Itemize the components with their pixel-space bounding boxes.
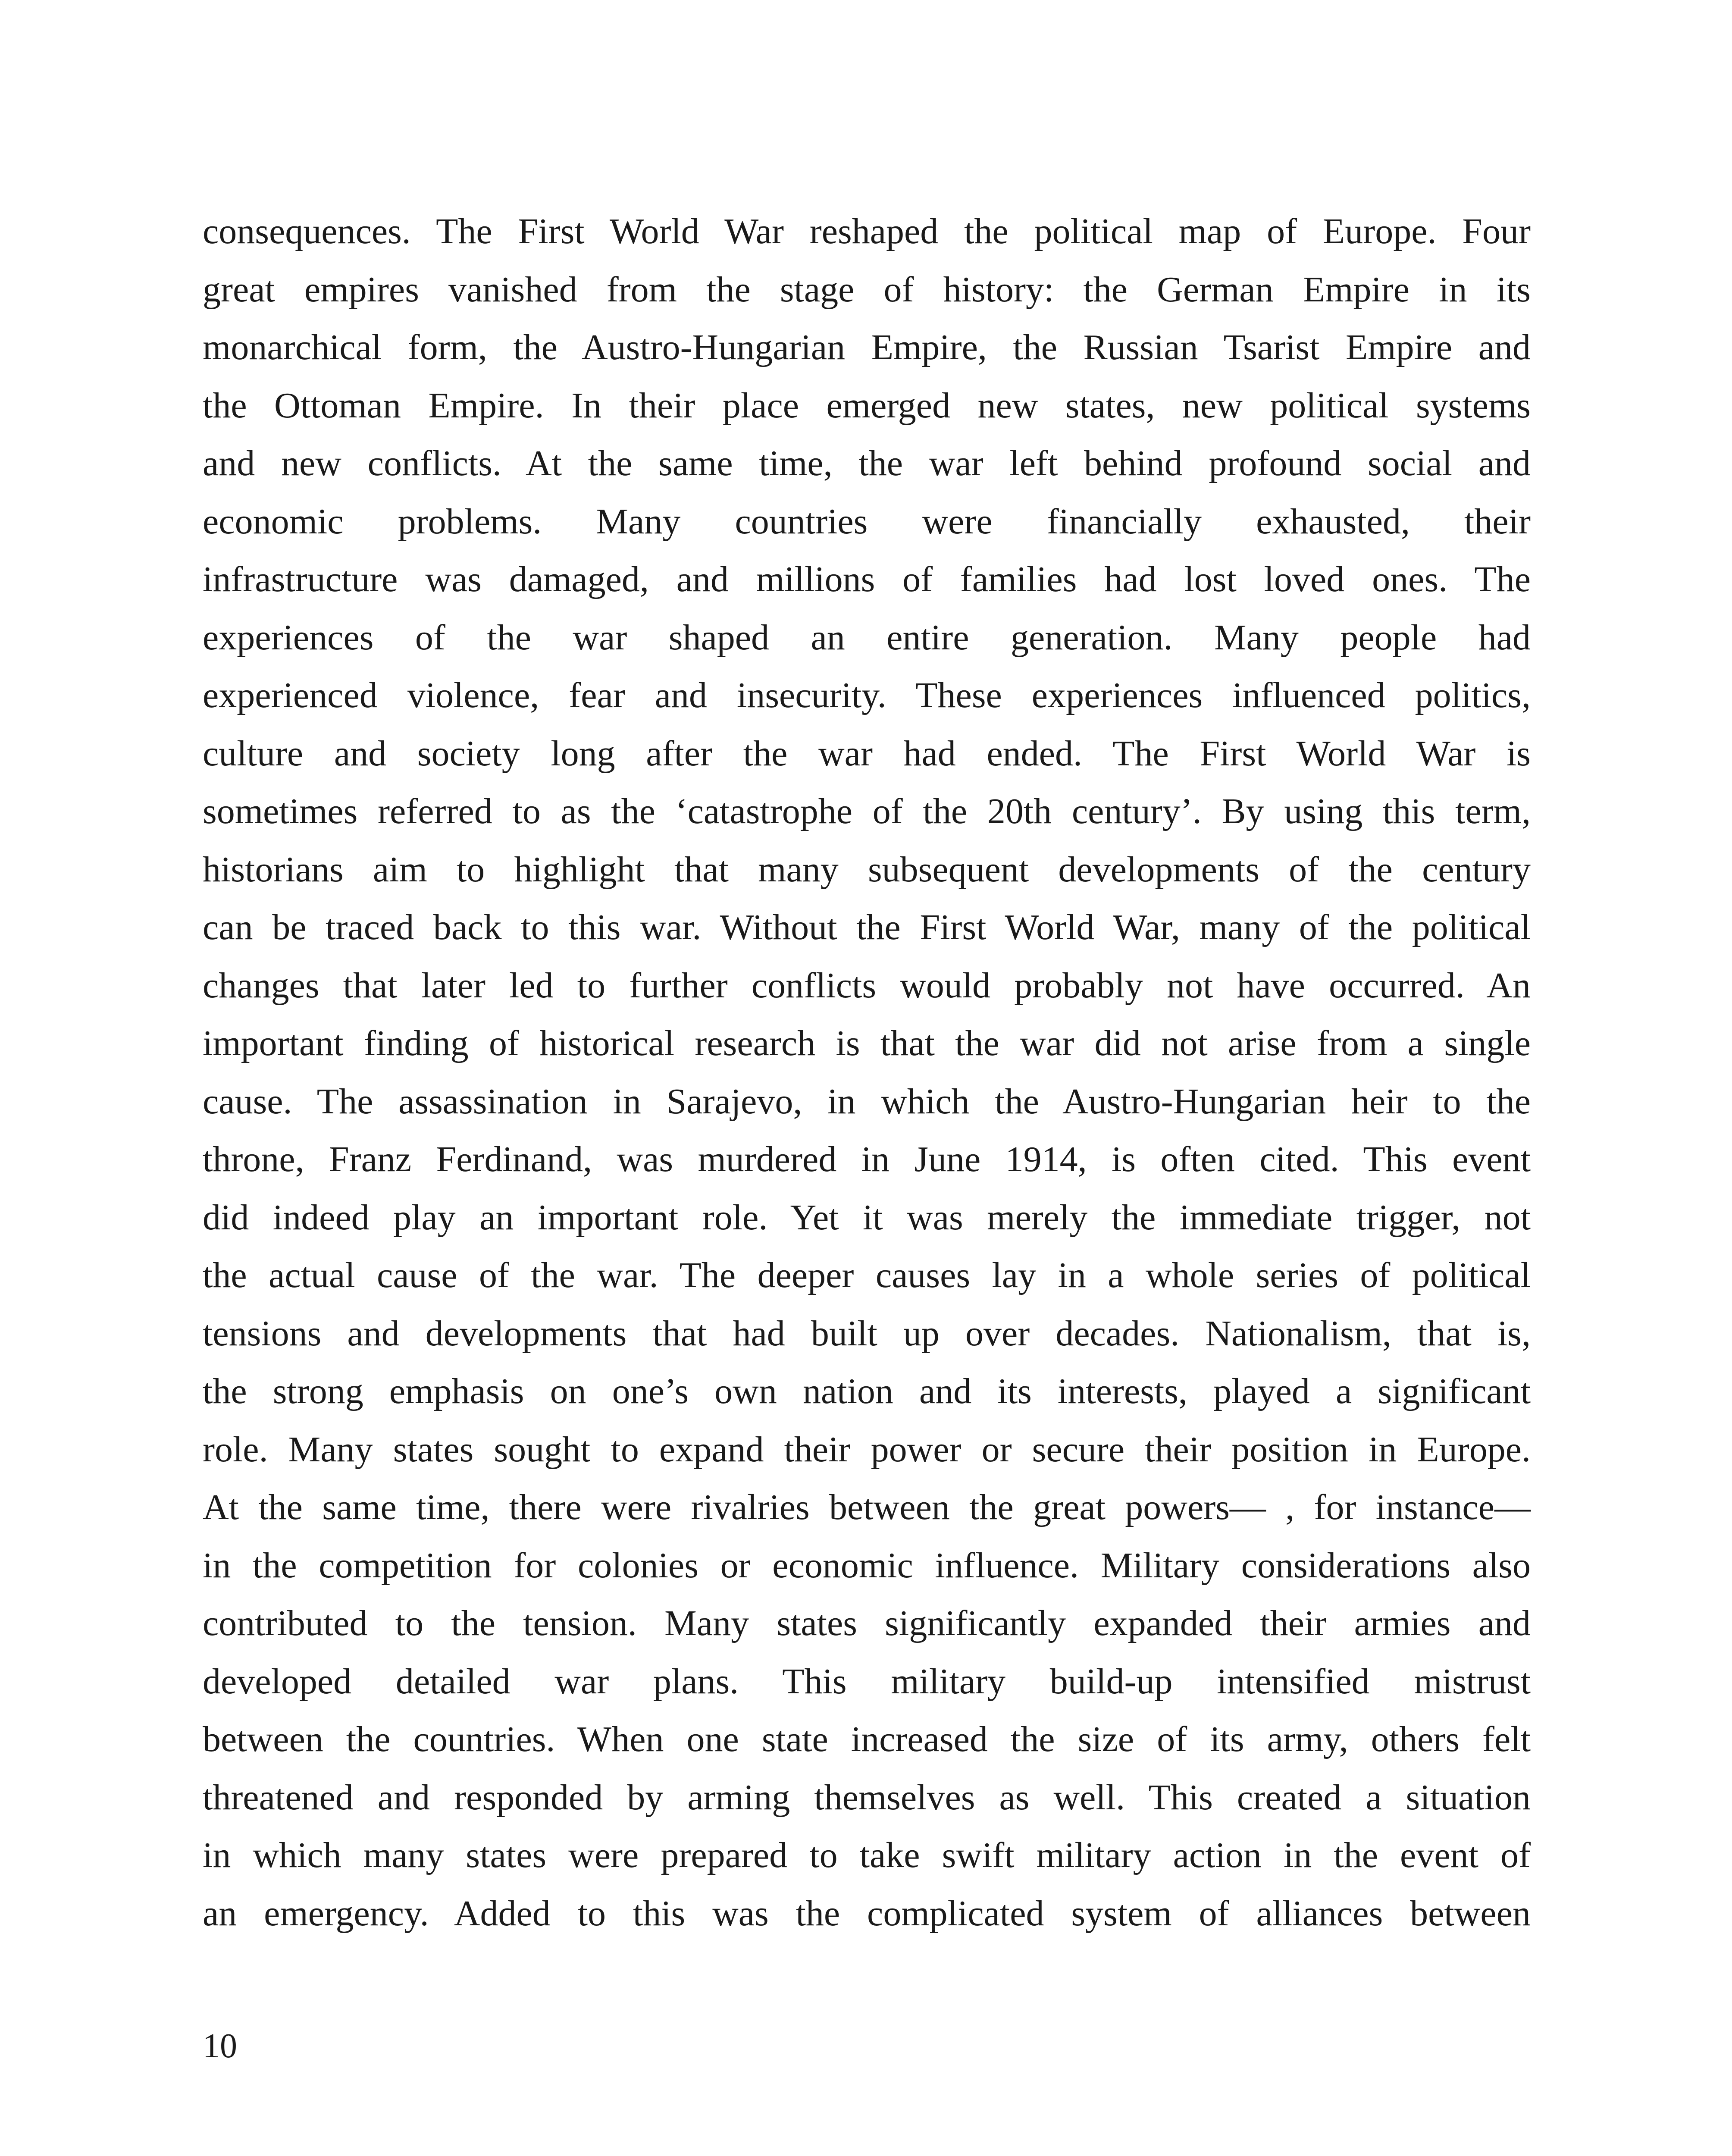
text-line: consequences. The First World War reshaped the political map of Europe. Four [203, 211, 1531, 251]
text-line: the actual cause of the war. The deeper causes lay in a whole series of political [203, 1255, 1531, 1295]
text-line: monarchical form, the Austro-Hungarian Empire, the Russian Tsarist Empire and [203, 327, 1531, 367]
text-line: tensions and developments that had built up over decades. Nationalism, that is, [203, 1313, 1531, 1354]
text-line: great empires vanished from the stage of history: the German Empire in its [203, 269, 1531, 310]
text-line: contributed to the tension. Many states significantly expanded their armies and [203, 1603, 1531, 1643]
text-line: culture and society long after the war had ended. The First World War is [203, 733, 1531, 774]
text-line: the strong emphasis on one’s own nation and its interests, played a significant [203, 1371, 1531, 1411]
body-paragraph [203, 203, 1531, 1943]
text-line: and new conflicts. At the same time, the war left behind profound social and [203, 443, 1531, 483]
text-line: the Ottoman Empire. In their place emerged new states, new political systems [203, 385, 1531, 426]
text-line: experiences of the war shaped an entire generation. Many people had [203, 617, 1531, 658]
text-line: cause. The assassination in Sarajevo, in which the Austro-Hungarian heir to the [203, 1081, 1531, 1122]
text-line: in which many states were prepared to take swift military action in the event of [203, 1835, 1531, 1875]
text-line: important finding of historical research is that the war did not arise from a single [203, 1023, 1531, 1063]
text-line: in the competition for colonies or economic influence. Military considerations also [203, 1545, 1531, 1586]
text-line: changes that later led to further conflicts would probably not have occurred. An [203, 965, 1531, 1006]
text-line: infrastructure was damaged, and millions of families had lost loved ones. The [203, 559, 1531, 599]
page-number: 10 [203, 2027, 237, 2065]
text-line: developed detailed war plans. This military build-up intensified mistrust [203, 1661, 1531, 1702]
text-line: historians aim to highlight that many subsequent developments of the century [203, 849, 1531, 890]
text-line: did indeed play an important role. Yet it was merely the immediate trigger, not [203, 1197, 1531, 1238]
text-line: throne, Franz Ferdinand, was murdered in June 1914, is often cited. This event [203, 1139, 1531, 1179]
text-line: sometimes referred to as the ‘catastrophe of the 20th century’. By using this term, [203, 791, 1531, 831]
text-line: can be traced back to this war. Without the First World War, many of the political [203, 907, 1531, 947]
text-line: experienced violence, fear and insecurity. These experiences influenced politics, [203, 675, 1531, 715]
text-line: between the countries. When one state increased the size of its army, others felt [203, 1719, 1531, 1759]
text-line: an emergency. Added to this was the complicated system of alliances between [203, 1893, 1531, 1934]
text-line: economic problems. Many countries were financially exhausted, their [203, 501, 1531, 542]
text-line: At the same time, there were rivalries between the great powers— , for instance— [203, 1487, 1531, 1527]
text-line: role. Many states sought to expand their power or secure their position in Europe. [203, 1429, 1531, 1470]
text-line: threatened and responded by arming themselves as well. This created a situation [203, 1777, 1531, 1818]
